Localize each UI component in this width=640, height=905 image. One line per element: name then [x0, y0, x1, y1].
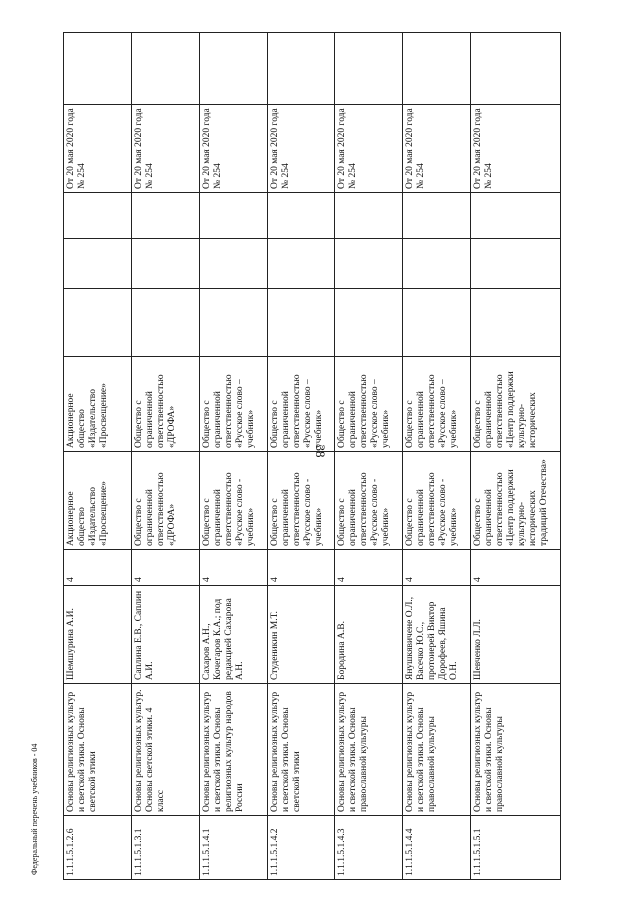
cell-empty: [64, 289, 132, 357]
cell-grade: 4: [403, 550, 471, 586]
cell-empty: [471, 33, 561, 105]
cell-empty: [471, 239, 561, 289]
cell-name: Основы религиозных культур и светской этики. Основы светской этики: [267, 684, 335, 816]
cell-authors: Янушкявичене О.Л., Васечко Ю.С., протоиерей Виктор Дорофеев, Яшина О.Н.: [403, 586, 471, 684]
cell-order-date: От 20 мая 2020 года № 254: [199, 105, 267, 193]
rotated-table-wrapper: [63, 33, 561, 880]
cell-order-date: От 20 мая 2020 года № 254: [64, 105, 132, 193]
textbook-list-table-container: [63, 33, 561, 880]
cell-publisher: Общество с ограниченной ответственностью «ДРОФА»: [131, 452, 199, 550]
cell-empty: [267, 33, 335, 105]
cell-empty: [267, 193, 335, 239]
cell-empty: [335, 193, 403, 239]
table-row: [64, 33, 132, 880]
cell-empty: [403, 289, 471, 357]
cell-empty: [471, 193, 561, 239]
cell-publisher-2: Общество с ограниченной ответственностью «Русское слово – учебник»: [199, 357, 267, 452]
page-number: 38: [313, 444, 328, 458]
cell-publisher: Общество с ограниченной ответственностью «Русское слово - учебник»: [403, 452, 471, 550]
cell-order-date: От 20 мая 2020 года № 254: [471, 105, 561, 193]
cell-empty: [64, 239, 132, 289]
cell-grade: 4: [471, 550, 561, 586]
cell-authors: Шевченко Л.Л.: [471, 586, 561, 684]
cell-empty: [199, 33, 267, 105]
cell-empty: [131, 193, 199, 239]
cell-code: 1.1.1.5.1.5.1: [471, 816, 561, 880]
table-row: [131, 33, 199, 880]
cell-empty: [199, 289, 267, 357]
table-row: [267, 33, 335, 880]
table-row: [403, 33, 471, 880]
cell-empty: [403, 33, 471, 105]
cell-empty: [199, 239, 267, 289]
cell-code: 1.1.1.5.1.3.1: [131, 816, 199, 880]
cell-publisher-2: Общество с ограниченной ответственностью «Русское слово – учебник»: [335, 357, 403, 452]
cell-name: Основы религиозных культур и светской этики. Основы религиозных культур народов России: [199, 684, 267, 816]
cell-publisher: Общество с ограниченной ответственностью «Центр поддержки культурно-исторических традиций Отечества»: [471, 452, 561, 550]
cell-code: 1.1.1.5.1.4.2: [267, 816, 335, 880]
cell-authors: Шемшурина А.И.: [64, 586, 132, 684]
cell-order-date: От 20 мая 2020 года № 254: [335, 105, 403, 193]
cell-empty: [335, 33, 403, 105]
cell-order-date: От 20 мая 2020 года № 254: [403, 105, 471, 193]
cell-publisher-2: Общество с ограниченной ответственностью «Русское слово – учебник»: [403, 357, 471, 452]
cell-authors: Бородина А.В.: [335, 586, 403, 684]
cell-publisher: Общество с ограниченной ответственностью «Русское слово - учебник»: [199, 452, 267, 550]
cell-code: 1.1.1.5.1.4.1: [199, 816, 267, 880]
cell-authors: Сахаров А.Н., Кочегаров К.А.; под редакцией Сахарова А.Н.: [199, 586, 267, 684]
cell-empty: [131, 33, 199, 105]
cell-publisher: Общество с ограниченной ответственностью «Русское слово - учебник»: [267, 452, 335, 550]
cell-empty: [267, 289, 335, 357]
cell-grade: 4: [267, 550, 335, 586]
cell-grade: 4: [64, 550, 132, 586]
cell-name: Основы религиозных культур и светской этики. Основы светской этики: [64, 684, 132, 816]
cell-publisher-2: Акционерное общество «Издательство «Просвещение»: [64, 357, 132, 452]
cell-order-date: От 20 мая 2020 года № 254: [131, 105, 199, 193]
cell-publisher-2: Общество с ограниченной ответственностью «Центр поддержки культурно-исторических: [471, 357, 561, 452]
cell-code: 1.1.1.5.1.4.4: [403, 816, 471, 880]
cell-empty: [64, 193, 132, 239]
textbook-list-table: [63, 32, 561, 880]
cell-empty: [64, 33, 132, 105]
cell-authors: Студеникин М.Т.: [267, 586, 335, 684]
table-row: [471, 33, 561, 880]
cell-empty: [471, 289, 561, 357]
cell-grade: 4: [199, 550, 267, 586]
cell-empty: [131, 289, 199, 357]
cell-publisher-2: Общество с ограниченной ответственностью «Русское слово – учебник»: [267, 357, 335, 452]
cell-publisher-2: Общество с ограниченной ответственностью «ДРОФА»: [131, 357, 199, 452]
cell-empty: [335, 239, 403, 289]
table-row: [199, 33, 267, 880]
table-row: [335, 33, 403, 880]
cell-publisher: Акционерное общество «Издательство «Просвещение»: [64, 452, 132, 550]
cell-grade: 4: [131, 550, 199, 586]
cell-empty: [199, 193, 267, 239]
cell-name: Основы религиозных культур и светской этики. Основы православной культуры: [471, 684, 561, 816]
cell-empty: [403, 193, 471, 239]
cell-authors: Саплина Е.В., Саплин А.И.: [131, 586, 199, 684]
cell-empty: [403, 239, 471, 289]
cell-code: 1.1.1.5.1.2.6: [64, 816, 132, 880]
cell-name: Основы религиозных культур и светской этики. Основы православной культуры: [335, 684, 403, 816]
cell-empty: [267, 239, 335, 289]
cell-code: 1.1.1.5.1.4.3: [335, 816, 403, 880]
cell-name: Основы религиозных культур и светской этики. Основы православной культуры: [403, 684, 471, 816]
cell-empty: [131, 239, 199, 289]
cell-empty: [335, 289, 403, 357]
cell-publisher: Общество с ограниченной ответственностью «Русское слово - учебник»: [335, 452, 403, 550]
cell-order-date: От 20 мая 2020 года № 254: [267, 105, 335, 193]
cell-name: Основы религиозных культур. Основы светской этики. 4 класс: [131, 684, 199, 816]
page-footer: Федеральный перечень учебников - 04: [30, 743, 39, 875]
cell-grade: 4: [335, 550, 403, 586]
